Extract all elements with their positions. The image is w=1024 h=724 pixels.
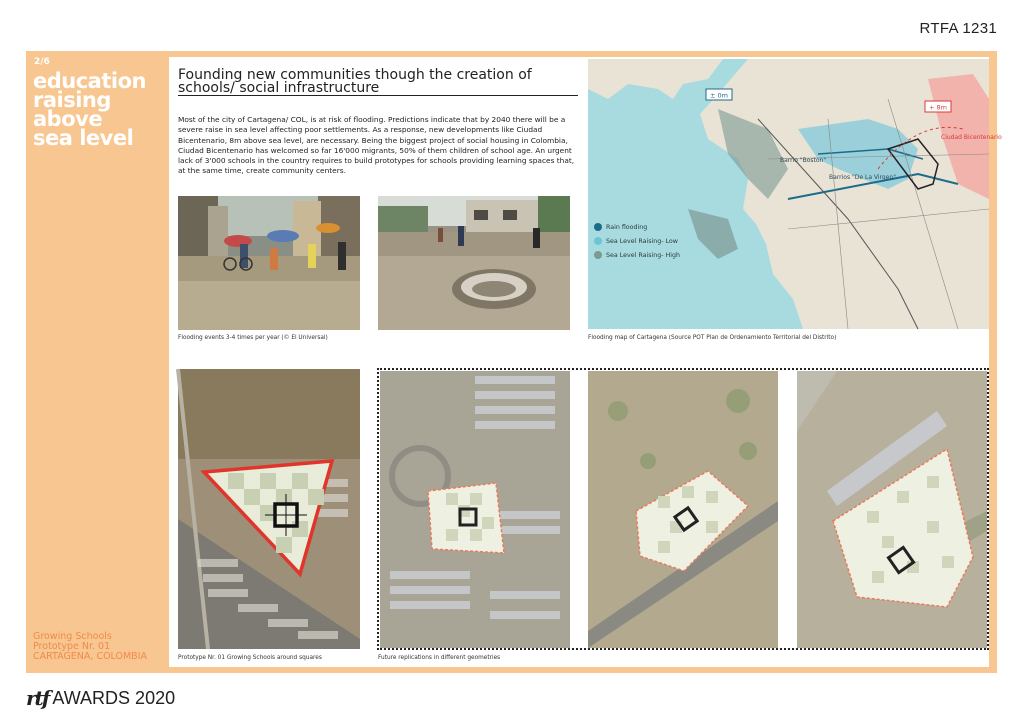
replication-aerial-1: [380, 371, 570, 648]
page-number: 2/6: [34, 57, 50, 67]
replication-aerial-3: [797, 371, 987, 648]
flooding-map: [588, 59, 1002, 329]
heading-text: Founding new communities though the creation of schools/ social infrastructure: [178, 69, 578, 96]
photo-caption: Flooding events 3-4 times per year (© El Universal): [178, 335, 328, 341]
high-level-label: + 8m: [929, 103, 947, 112]
project-subtitle: Prototype Nr. 01: [33, 641, 111, 652]
legend-item: [594, 223, 680, 231]
project-location: CARTAGENA, COLOMBIA: [33, 651, 148, 662]
section-heading: [178, 69, 578, 96]
prototype-caption: Prototype Nr. 01 Growing Schools around squares: [178, 655, 322, 661]
sea-level-label: ± 0m: [710, 91, 728, 100]
title-line: sea level: [33, 126, 134, 150]
legend-item: [594, 251, 680, 259]
legend-label: Sea Level Raising- Low: [606, 237, 678, 245]
project-name: Growing Schools: [33, 631, 112, 642]
flood-photo-street: [178, 196, 360, 330]
legend-label: Rain flooding: [606, 223, 648, 231]
map-legend: [594, 223, 680, 265]
legend-swatch: [594, 251, 602, 259]
flood-photo-drain: [378, 196, 570, 330]
reference-code: RTFA 1231: [919, 20, 997, 37]
board-title: [33, 69, 169, 150]
legend-swatch: [594, 223, 602, 231]
city-label: Ciudad Bicentenario: [941, 134, 1002, 141]
boston-label: Barrio "Boston": [780, 157, 827, 164]
replication-aerial-2: [588, 371, 778, 648]
prototype-aerial: [178, 369, 360, 649]
awards-text: AWARDS 2020: [52, 687, 176, 708]
legend-swatch: [594, 237, 602, 245]
title-line: education: [33, 69, 146, 93]
title-line: raising: [33, 88, 111, 112]
project-info: [33, 632, 147, 662]
legend-label: Sea Level Raising- High: [606, 251, 680, 259]
map-caption: Flooding map of Cartagena (Source POT Plan de Ordenamiento Territorial del Distrito): [588, 335, 837, 341]
rtf-logo-mark: rtf: [26, 686, 49, 710]
body-text: Most of the city of Cartagena/ COL, is at risk of flooding. Predictions indicate that by 2040 there will be a severe raise in sea level affecting poor settlements. As a response, new developments like Ciudad Bicentenario, 8m above sea level, are necessary. Being the biggest project of social housing in Colombia, Ciudad Bicentenario has welcomed so far 16'000 migrants, 50% of them children of school age. An urgent lack of 3'000 schools in the country requires to build prototypes for schools providing learning spaces that, at the same time, create community centers.: [178, 115, 575, 176]
virgen-label: Barrios "De La Virgen": [829, 174, 896, 181]
legend-item: [594, 237, 680, 245]
replications-caption: Future replications in different geometries: [378, 655, 501, 661]
awards-logo: [26, 686, 175, 710]
title-line: above: [33, 107, 103, 131]
